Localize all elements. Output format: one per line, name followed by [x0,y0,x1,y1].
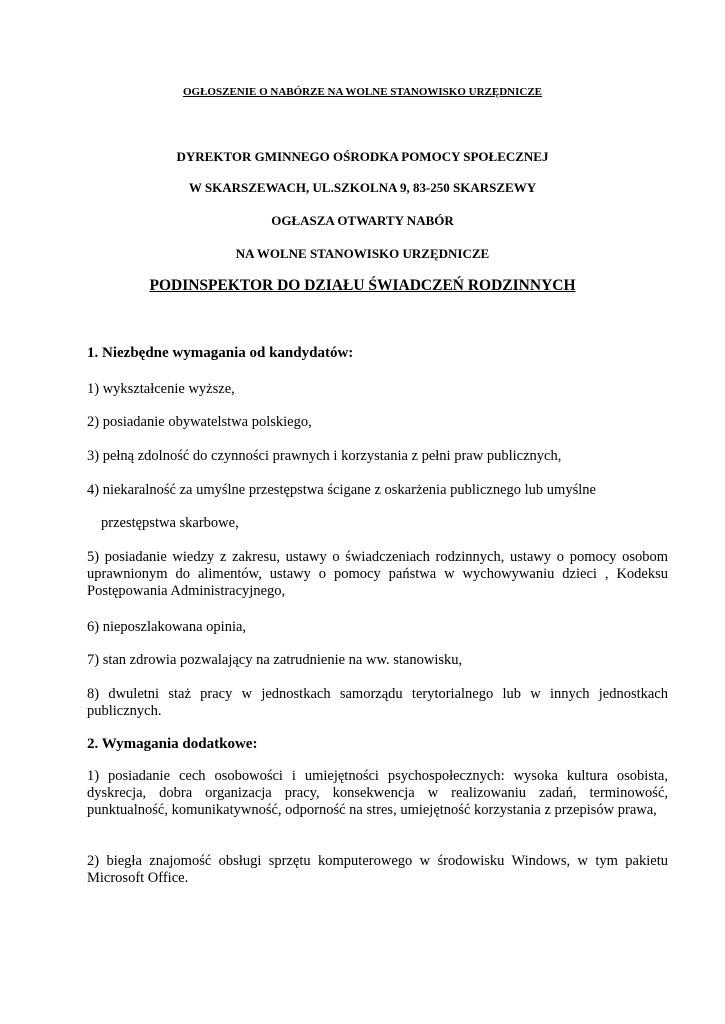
requirement-item: 4) niekaralność za umyślne przestępstwa ścigane z oskarżenia publicznego lub umyślne [87,482,596,498]
requirement-item: 2) posiadanie obywatelstwa polskiego, [87,414,312,430]
section-2-heading: 2. Wymagania dodatkowe: [87,736,258,752]
header-line-address: W SKARSZEWACH, UL.SZKOLNA 9, 83-250 SKARSZEWY [188,180,537,195]
header-line-announces: OGŁASZA OTWARTY NABÓR [271,213,454,228]
header-line-position-type: NA WOLNE STANOWISKO URZĘDNICZE [235,246,490,261]
requirement-item: 5) posiadanie wiedzy z zakresu, ustawy o świadczeniach rodzinnych, ustawy o pomocy osobom uprawnionym do alimentów, ustawy o pomocy państwa w wychowywaniu dzieci , Kodeksu Postępowania Administracyjnego, [87,549,668,599]
requirement-item: 6) nieposzlakowana opinia, [87,619,247,635]
requirement-item: 7) stan zdrowia pozwalający na zatrudnienie na ww. stanowisku, [87,652,463,668]
requirement-item: 3) pełną zdolność do czynności prawnych i korzystania z pełni praw publicznych, [87,448,562,464]
requirement-item: 1) wykształcenie wyższe, [87,381,235,397]
announcement-title: OGŁOSZENIE O NABÓRZE NA WOLNE STANOWISKO URZĘDNICZE [182,86,542,98]
position-title: PODINSPEKTOR DO DZIAŁU ŚWIADCZEŃ RODZINNYCH [149,277,576,294]
header-line-director: DYREKTOR GMINNEGO OŚRODKA POMOCY SPOŁECZNEJ [176,149,549,164]
additional-requirement-item: 1) posiadanie cech osobowości i umiejętności psychospołecznych: wysoka kultura osobista, dyskrecja, dobra organizacja pracy, konsekwencja w realizowaniu zadań, terminowość, punktualność, komunikatywność, odporność na stres, umiejętność korzystania z przepisów prawa, [87,768,668,818]
requirement-item: 8) dwuletni staż pracy w jednostkach samorządu terytorialnego lub w innych jednostkach publicznych. [87,686,668,719]
requirement-item-continuation: przestępstwa skarbowe, [101,515,239,531]
additional-requirement-item: 2) biegła znajomość obsługi sprzętu komputerowego w środowisku Windows, w tym pakietu Microsoft Office. [87,853,668,886]
section-1-heading: 1. Niezbędne wymagania od kandydatów: [87,345,354,361]
